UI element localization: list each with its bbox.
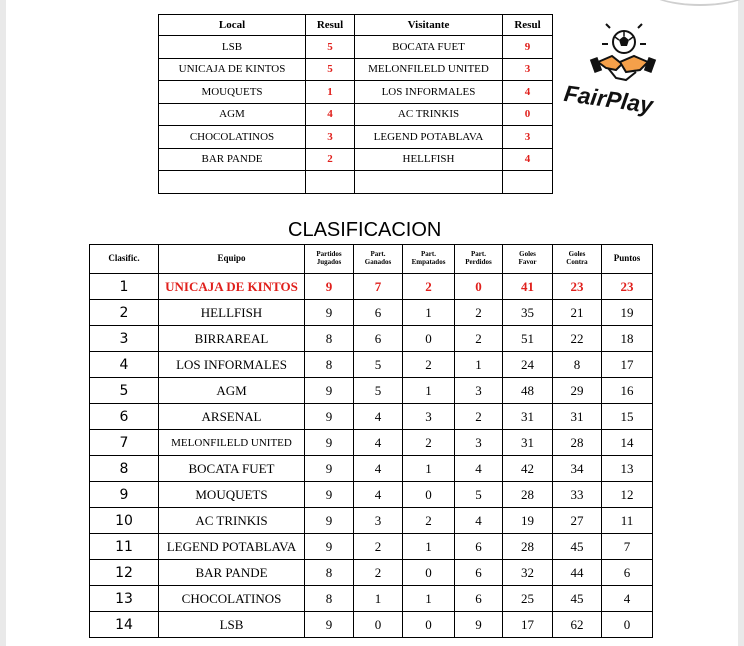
points-cell: 16 [602,378,653,404]
standings-row [90,378,653,404]
drawn-cell: 2 [403,352,455,378]
played-cell: 8 [305,352,354,378]
drawn-cell: 1 [403,456,455,482]
goals-for-cell: 28 [503,534,553,560]
standings-row [90,274,653,300]
header-local: Local [159,15,306,36]
points-cell: 11 [602,508,653,534]
local-score: 5 [306,58,355,81]
lost-cell: 3 [455,430,503,456]
team-cell: AC TRINKIS [159,508,305,534]
goals-against-cell: 34 [553,456,602,482]
results-row [159,81,553,104]
team-cell: LSB [159,612,305,638]
visitor-team: AC TRINKIS [355,103,503,126]
points-cell: 17 [602,352,653,378]
team-cell: CHOCOLATINOS [159,586,305,612]
goals-against-cell: 8 [553,352,602,378]
played-cell: 9 [305,482,354,508]
played-cell: 9 [305,404,354,430]
goals-for-cell: 42 [503,456,553,482]
points-cell: 0 [602,612,653,638]
lost-cell: 4 [455,456,503,482]
lost-cell: 3 [455,378,503,404]
local-team: LSB [159,36,306,59]
drawn-cell: 2 [403,430,455,456]
position-cell: 12 [90,560,159,586]
visitor-team: BOCATA FUET [355,36,503,59]
goals-against-cell: 33 [553,482,602,508]
drawn-cell: 1 [403,378,455,404]
team-cell: BIRRAREAL [159,326,305,352]
position-cell: 13 [90,586,159,612]
lost-cell: 6 [455,560,503,586]
goals-for-cell: 28 [503,482,553,508]
standings-row [90,300,653,326]
goals-against-cell: 28 [553,430,602,456]
goals-against-cell: 21 [553,300,602,326]
local-team: MOUQUETS [159,81,306,104]
drawn-cell: 1 [403,300,455,326]
local-score: 2 [306,148,355,171]
empty-cell [355,171,503,194]
goals-for-cell: 25 [503,586,553,612]
goals-against-cell: 23 [553,274,602,300]
empty-cell [306,171,355,194]
goals-against-cell: 45 [553,586,602,612]
points-cell: 13 [602,456,653,482]
lost-cell: 9 [455,612,503,638]
won-cell: 2 [354,560,403,586]
team-cell: BOCATA FUET [159,456,305,482]
won-cell: 6 [354,326,403,352]
lost-cell: 5 [455,482,503,508]
goals-for-cell: 32 [503,560,553,586]
played-cell: 8 [305,560,354,586]
lost-cell: 1 [455,352,503,378]
won-cell: 4 [354,482,403,508]
lost-cell: 6 [455,534,503,560]
drawn-cell: 0 [403,560,455,586]
won-cell: 2 [354,534,403,560]
lost-cell: 6 [455,586,503,612]
goals-against-cell: 27 [553,508,602,534]
standings-row [90,352,653,378]
header-points: Puntos [602,245,653,274]
played-cell: 8 [305,326,354,352]
standings-row [90,508,653,534]
standings-table [89,244,653,638]
goals-for-cell: 24 [503,352,553,378]
points-cell: 6 [602,560,653,586]
position-cell: 1 [90,274,159,300]
standings-row [90,456,653,482]
goals-for-cell: 17 [503,612,553,638]
header-goals-against: Goles Contra [553,245,602,274]
standings-row [90,560,653,586]
goals-for-cell: 31 [503,430,553,456]
team-cell: ARSENAL [159,404,305,430]
header-local-score: Resul [306,15,355,36]
goals-for-cell: 35 [503,300,553,326]
team-cell: LOS INFORMALES [159,352,305,378]
drawn-cell: 0 [403,482,455,508]
goals-for-cell: 31 [503,404,553,430]
results-header-row [159,15,553,36]
standings-row [90,404,653,430]
header-team: Equipo [159,245,305,274]
team-cell: AGM [159,378,305,404]
drawn-cell: 2 [403,508,455,534]
goals-for-cell: 41 [503,274,553,300]
standings-row [90,534,653,560]
standings-row [90,482,653,508]
team-cell: MOUQUETS [159,482,305,508]
position-cell: 14 [90,612,159,638]
lost-cell: 2 [455,404,503,430]
goals-against-cell: 44 [553,560,602,586]
points-cell: 19 [602,300,653,326]
results-row [159,148,553,171]
local-score: 5 [306,36,355,59]
visitor-score: 3 [503,58,553,81]
standings-row [90,326,653,352]
results-row [159,36,553,59]
standings-header-row [90,245,653,274]
goals-against-cell: 22 [553,326,602,352]
header-drawn: Part. Empatados [403,245,455,274]
goals-against-cell: 31 [553,404,602,430]
header-played: Partidos Jugados [305,245,354,274]
results-row [159,126,553,149]
points-cell: 12 [602,482,653,508]
team-cell: UNICAJA DE KINTOS [159,274,305,300]
visitor-team: LOS INFORMALES [355,81,503,104]
local-score: 4 [306,103,355,126]
standings-row [90,612,653,638]
results-empty-row [159,171,553,194]
results-table [158,14,553,194]
played-cell: 9 [305,612,354,638]
goals-against-cell: 45 [553,534,602,560]
position-cell: 6 [90,404,159,430]
header-goals-for: Goles Favor [503,245,553,274]
standings-row [90,430,653,456]
header-visitor-score: Resul [503,15,553,36]
local-score: 3 [306,126,355,149]
lost-cell: 0 [455,274,503,300]
local-score: 1 [306,81,355,104]
visitor-score: 4 [503,81,553,104]
position-cell: 10 [90,508,159,534]
won-cell: 4 [354,430,403,456]
lost-cell: 4 [455,508,503,534]
played-cell: 9 [305,508,354,534]
local-team: AGM [159,103,306,126]
played-cell: 9 [305,274,354,300]
local-team: BAR PANDE [159,148,306,171]
visitor-team: LEGEND POTABLAVA [355,126,503,149]
played-cell: 9 [305,456,354,482]
team-cell: HELLFISH [159,300,305,326]
visitor-score: 0 [503,103,553,126]
results-row [159,58,553,81]
won-cell: 7 [354,274,403,300]
won-cell: 5 [354,352,403,378]
drawn-cell: 2 [403,274,455,300]
position-cell: 8 [90,456,159,482]
played-cell: 9 [305,430,354,456]
position-cell: 7 [90,430,159,456]
points-cell: 14 [602,430,653,456]
won-cell: 5 [354,378,403,404]
visitor-team: HELLFISH [355,148,503,171]
drawn-cell: 1 [403,534,455,560]
lost-cell: 2 [455,300,503,326]
results-body [159,36,553,194]
points-cell: 18 [602,326,653,352]
header-position: Clasific. [90,245,159,274]
played-cell: 8 [305,586,354,612]
visitor-score: 9 [503,36,553,59]
played-cell: 9 [305,378,354,404]
position-cell: 4 [90,352,159,378]
played-cell: 9 [305,300,354,326]
position-cell: 2 [90,300,159,326]
points-cell: 4 [602,586,653,612]
header-visitor: Visitante [355,15,503,36]
header-lost: Part. Perdidos [455,245,503,274]
team-cell: LEGEND POTABLAVA [159,534,305,560]
won-cell: 3 [354,508,403,534]
won-cell: 6 [354,300,403,326]
empty-cell [159,171,306,194]
visitor-score: 3 [503,126,553,149]
won-cell: 0 [354,612,403,638]
points-cell: 7 [602,534,653,560]
position-cell: 11 [90,534,159,560]
empty-cell [503,171,553,194]
local-team: UNICAJA DE KINTOS [159,58,306,81]
won-cell: 1 [354,586,403,612]
team-cell: MELONFILELD UNITED [159,430,305,456]
position-cell: 9 [90,482,159,508]
goals-for-cell: 51 [503,326,553,352]
visitor-score: 4 [503,148,553,171]
lost-cell: 2 [455,326,503,352]
drawn-cell: 0 [403,326,455,352]
team-cell: BAR PANDE [159,560,305,586]
goals-for-cell: 48 [503,378,553,404]
classification-title: CLASIFICACION [288,219,442,241]
points-cell: 23 [602,274,653,300]
goals-against-cell: 62 [553,612,602,638]
standings-body [90,274,653,638]
visitor-team: MELONFILELD UNITED [355,58,503,81]
drawn-cell: 3 [403,404,455,430]
results-row [159,103,553,126]
position-cell: 5 [90,378,159,404]
standings-row [90,586,653,612]
goals-for-cell: 19 [503,508,553,534]
points-cell: 15 [602,404,653,430]
won-cell: 4 [354,404,403,430]
won-cell: 4 [354,456,403,482]
drawn-cell: 0 [403,612,455,638]
drawn-cell: 1 [403,586,455,612]
fairplay-logo-text: FairPlay [562,80,655,119]
position-cell: 3 [90,326,159,352]
played-cell: 9 [305,534,354,560]
local-team: CHOCOLATINOS [159,126,306,149]
goals-against-cell: 29 [553,378,602,404]
header-won: Part. Ganados [354,245,403,274]
